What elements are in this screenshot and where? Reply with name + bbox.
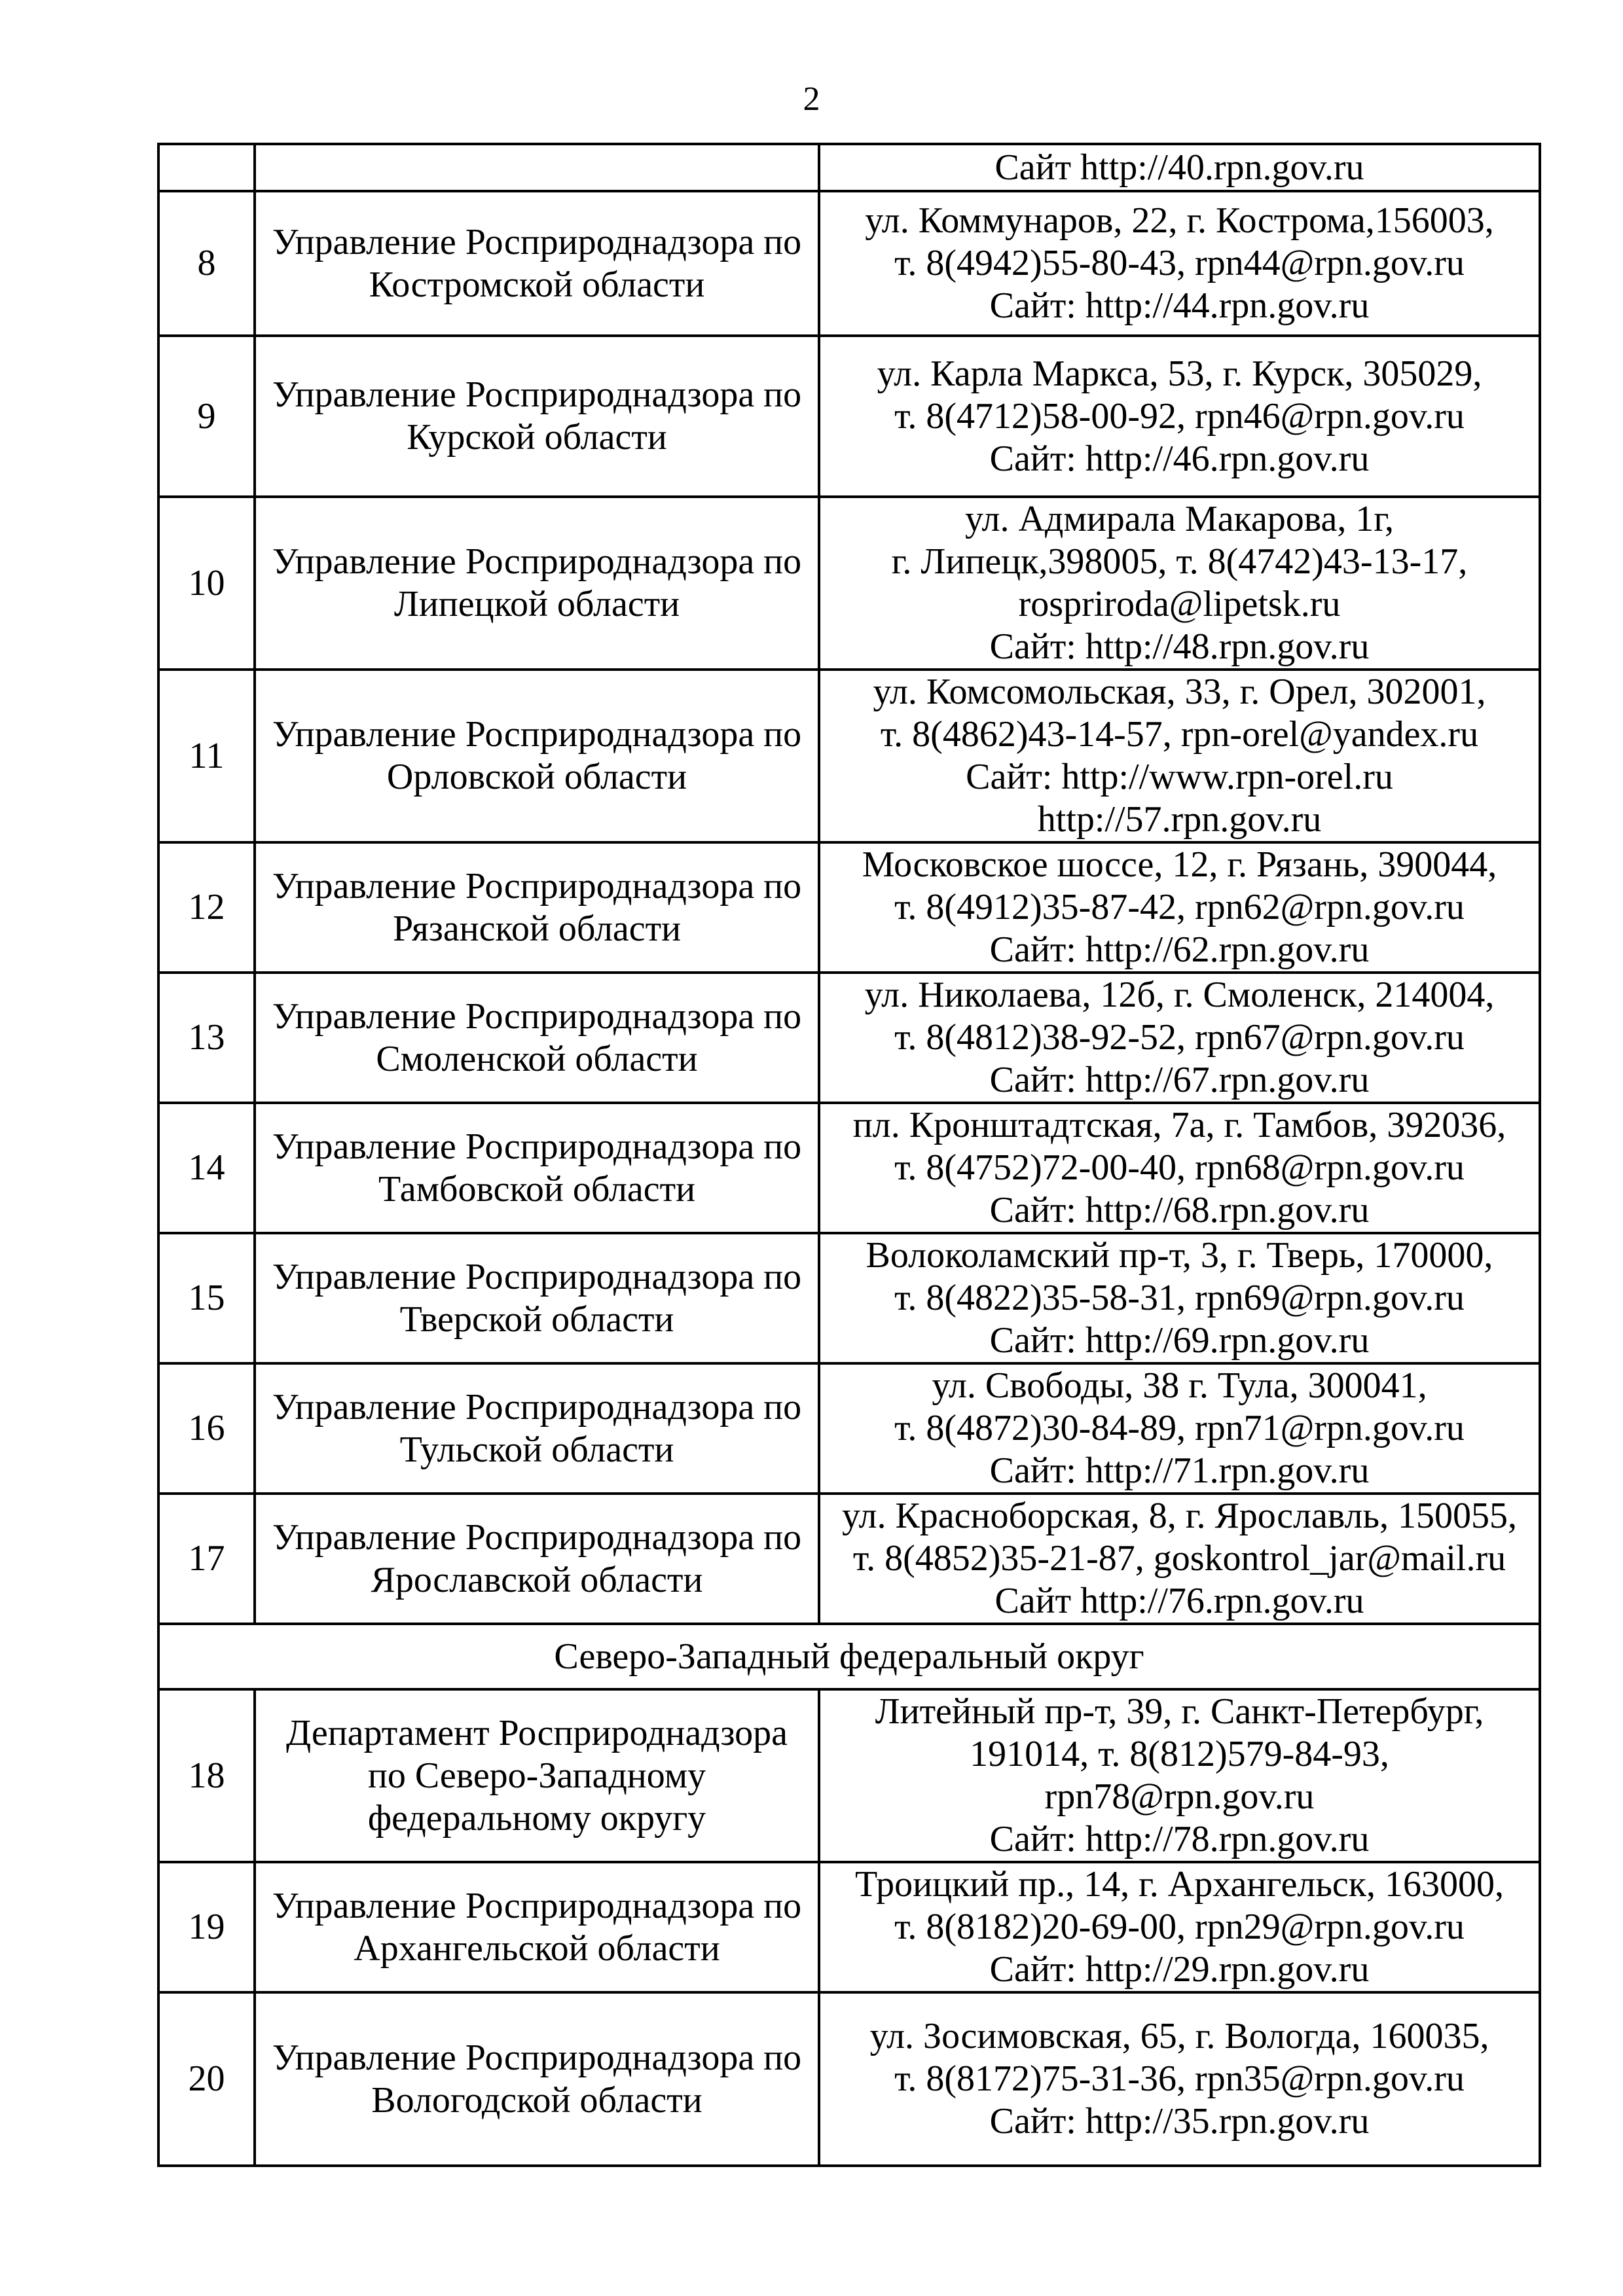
org-name-line: Архангельской области xyxy=(354,1928,720,1969)
org-name xyxy=(255,1689,819,1862)
website-line: Сайт: http://35.rpn.gov.ru xyxy=(989,2101,1370,2142)
org-name-line: Тверской области xyxy=(399,1299,674,1340)
org-name-line: Вологодской области xyxy=(371,2079,702,2121)
website-line: Сайт: http://46.rpn.gov.ru xyxy=(989,438,1370,479)
table-row xyxy=(158,1862,1540,1992)
phone-email-line: т. 8(4912)35-87-42, rpn62@rpn.gov.ru xyxy=(894,887,1465,927)
table-row xyxy=(158,1103,1540,1233)
website-line: Сайт http://76.rpn.gov.ru xyxy=(994,1581,1364,1621)
org-name-line: Управление Росприроднадзора по xyxy=(272,714,802,755)
address-line: пл. Кронштадтская, 7а, г. Тамбов, 392036, xyxy=(852,1105,1506,1145)
row-number: 19 xyxy=(158,1862,255,1992)
org-name-line: Рязанской области xyxy=(392,908,682,949)
org-name-line: Управление Росприроднадзора по xyxy=(272,541,802,582)
org-name-cell xyxy=(255,144,819,191)
table-row xyxy=(158,1363,1540,1494)
row-number: 10 xyxy=(158,497,255,670)
table-row xyxy=(158,1992,1540,2166)
address-line: Литейный пр-т, 39, г. Санкт-Петербург, xyxy=(875,1691,1484,1732)
phone-email-line: т. 8(4822)35-58-31, rpn69@rpn.gov.ru xyxy=(894,1278,1465,1318)
table-row xyxy=(158,1233,1540,1363)
section-row xyxy=(158,1624,1540,1689)
site-cell: Сайт http://40.rpn.gov.ru xyxy=(819,144,1540,191)
contact-info xyxy=(819,497,1540,670)
org-name xyxy=(255,1233,819,1363)
address-line: ул. Свободы, 38 г. Тула, 300041, xyxy=(932,1365,1427,1406)
org-name-line: Управление Росприроднадзора по xyxy=(272,996,802,1037)
contact-info xyxy=(819,1992,1540,2166)
org-name xyxy=(255,670,819,842)
phone-email-line: т. 8(8172)75-31-36, rpn35@rpn.gov.ru xyxy=(894,2058,1465,2099)
contact-info xyxy=(819,1494,1540,1624)
org-name-line: по Северо-Западному xyxy=(367,1755,706,1796)
org-name xyxy=(255,842,819,973)
row-number: 16 xyxy=(158,1363,255,1494)
contact-info xyxy=(819,1233,1540,1363)
org-name-line: федеральному округу xyxy=(367,1797,706,1839)
row-number: 9 xyxy=(158,336,255,497)
table-row xyxy=(158,1689,1540,1862)
org-name xyxy=(255,497,819,670)
row-number: 13 xyxy=(158,973,255,1103)
org-name-line: Управление Росприроднадзора по xyxy=(272,1256,802,1297)
org-name xyxy=(255,1363,819,1494)
table-row xyxy=(158,497,1540,670)
website-line: Сайт: http://67.rpn.gov.ru xyxy=(989,1060,1370,1100)
org-name-line: Управление Росприроднадзора по xyxy=(272,2037,802,2078)
email-line: rospriroda@lipetsk.ru xyxy=(1018,584,1341,624)
website-line: Сайт: http://48.rpn.gov.ru xyxy=(989,626,1370,667)
phone-email-line: т. 8(4872)30-84-89, rpn71@rpn.gov.ru xyxy=(894,1408,1465,1448)
org-name-line: Тульской области xyxy=(399,1429,674,1470)
website-line: http://57.rpn.gov.ru xyxy=(1037,799,1322,840)
website-line: Сайт: http://62.rpn.gov.ru xyxy=(989,929,1370,970)
contact-info xyxy=(819,842,1540,973)
org-name-line: Курской области xyxy=(407,417,667,457)
address-line: 191014, т. 8(812)579-84-93, xyxy=(970,1734,1389,1774)
org-name xyxy=(255,973,819,1103)
address-line: Московское шоссе, 12, г. Рязань, 390044, xyxy=(862,844,1497,885)
org-name-line: Управление Росприроднадзора по xyxy=(272,221,802,262)
org-name-line: Департамент Росприроднадзора xyxy=(285,1712,788,1753)
table-row xyxy=(158,842,1540,973)
address-line: ул. Зосимовская, 65, г. Вологда, 160035, xyxy=(869,2016,1489,2056)
contact-info xyxy=(819,191,1540,336)
org-name xyxy=(255,1862,819,1992)
website-line: Сайт: http://www.rpn-orel.ru xyxy=(966,757,1393,797)
phone-email-line: т. 8(8182)20-69-00, rpn29@rpn.gov.ru xyxy=(894,1907,1465,1947)
org-name xyxy=(255,336,819,497)
contact-info xyxy=(819,973,1540,1103)
phone-email-line: т. 8(4852)35-21-87, goskontrol_jar@mail.ru xyxy=(852,1538,1506,1579)
org-name-line: Управление Росприроднадзора по xyxy=(272,1386,802,1427)
org-name xyxy=(255,1103,819,1233)
org-name-line: Ярославской области xyxy=(371,1559,703,1600)
org-name-line: Смоленской области xyxy=(376,1038,698,1079)
org-name-line: Управление Росприроднадзора по xyxy=(272,1516,802,1558)
website-line: Сайт: http://44.rpn.gov.ru xyxy=(989,285,1370,326)
contact-info xyxy=(819,670,1540,842)
phone-email-line: т. 8(4942)55-80-43, rpn44@rpn.gov.ru xyxy=(894,243,1465,283)
row-number: 12 xyxy=(158,842,255,973)
address-line: г. Липецк,398005, т. 8(4742)43-13-17, xyxy=(891,541,1468,582)
website-line: Сайт: http://68.rpn.gov.ru xyxy=(989,1190,1370,1230)
row-number: 11 xyxy=(158,670,255,842)
phone-email-line: т. 8(4752)72-00-40, rpn68@rpn.gov.ru xyxy=(894,1147,1465,1188)
org-name-line: Управление Росприроднадзора по xyxy=(272,865,802,906)
org-name xyxy=(255,1992,819,2166)
address-line: ул. Красноборская, 8, г. Ярославль, 150055, xyxy=(841,1496,1518,1536)
org-name xyxy=(255,1494,819,1624)
org-name-line: Управление Росприроднадзора по xyxy=(272,374,802,415)
row-number-cell xyxy=(158,144,255,191)
table-row-continued xyxy=(158,144,1540,191)
row-number: 15 xyxy=(158,1233,255,1363)
org-name-line: Тамбовской области xyxy=(378,1168,696,1210)
address-line: ул. Комсомольская, 33, г. Орел, 302001, xyxy=(873,672,1486,712)
row-number: 8 xyxy=(158,191,255,336)
website-line: Сайт: http://78.rpn.gov.ru xyxy=(989,1819,1370,1859)
contact-info xyxy=(819,1103,1540,1233)
table-row xyxy=(158,973,1540,1103)
row-number: 20 xyxy=(158,1992,255,2166)
contact-info xyxy=(819,1363,1540,1494)
phone-email-line: т. 8(4812)38-92-52, rpn67@rpn.gov.ru xyxy=(894,1017,1465,1058)
org-name-line: Управление Росприроднадзора по xyxy=(272,1126,802,1167)
address-line: ул. Адмирала Макарова, 1г, xyxy=(964,499,1395,539)
contact-info xyxy=(819,1862,1540,1992)
rpn-contacts-table xyxy=(157,143,1541,2167)
table-row xyxy=(158,191,1540,336)
row-number: 18 xyxy=(158,1689,255,1862)
table-row xyxy=(158,1494,1540,1624)
phone-email-line: т. 8(4712)58-00-92, rpn46@rpn.gov.ru xyxy=(894,395,1465,437)
org-name-line: Орловской области xyxy=(386,757,687,797)
phone-email-line: т. 8(4862)43-14-57, rpn-orel@yandex.ru xyxy=(880,714,1479,755)
federal-district-heading: Северо-Западный федеральный округ xyxy=(158,1624,1540,1689)
website-line: Сайт: http://69.rpn.gov.ru xyxy=(989,1320,1370,1361)
contact-info xyxy=(819,1689,1540,1862)
org-name-line: Управление Росприроднадзора по xyxy=(272,1885,802,1926)
org-name-line: Липецкой области xyxy=(393,584,680,624)
page-number: 2 xyxy=(803,81,820,118)
row-number: 17 xyxy=(158,1494,255,1624)
row-number: 14 xyxy=(158,1103,255,1233)
table-row xyxy=(158,670,1540,842)
address-line: Троицкий пр., 14, г. Архангельск, 163000, xyxy=(855,1864,1504,1905)
website-line: Сайт: http://71.rpn.gov.ru xyxy=(989,1450,1370,1491)
address-line: ул. Николаева, 12б, г. Смоленск, 214004, xyxy=(864,975,1495,1015)
address-line: ул. Карла Маркса, 53, г. Курск, 305029, xyxy=(877,353,1482,394)
email-line: rpn78@rpn.gov.ru xyxy=(1044,1776,1315,1817)
address-line: Волоколамский пр-т, 3, г. Тверь, 170000, xyxy=(866,1235,1493,1276)
org-name xyxy=(255,191,819,336)
address-line: ул. Коммунаров, 22, г. Кострома,156003, xyxy=(865,200,1494,241)
table-row xyxy=(158,336,1540,497)
org-name-line: Костромской области xyxy=(369,264,705,305)
website-line: Сайт: http://29.rpn.gov.ru xyxy=(989,1949,1370,1990)
contact-info xyxy=(819,336,1540,497)
